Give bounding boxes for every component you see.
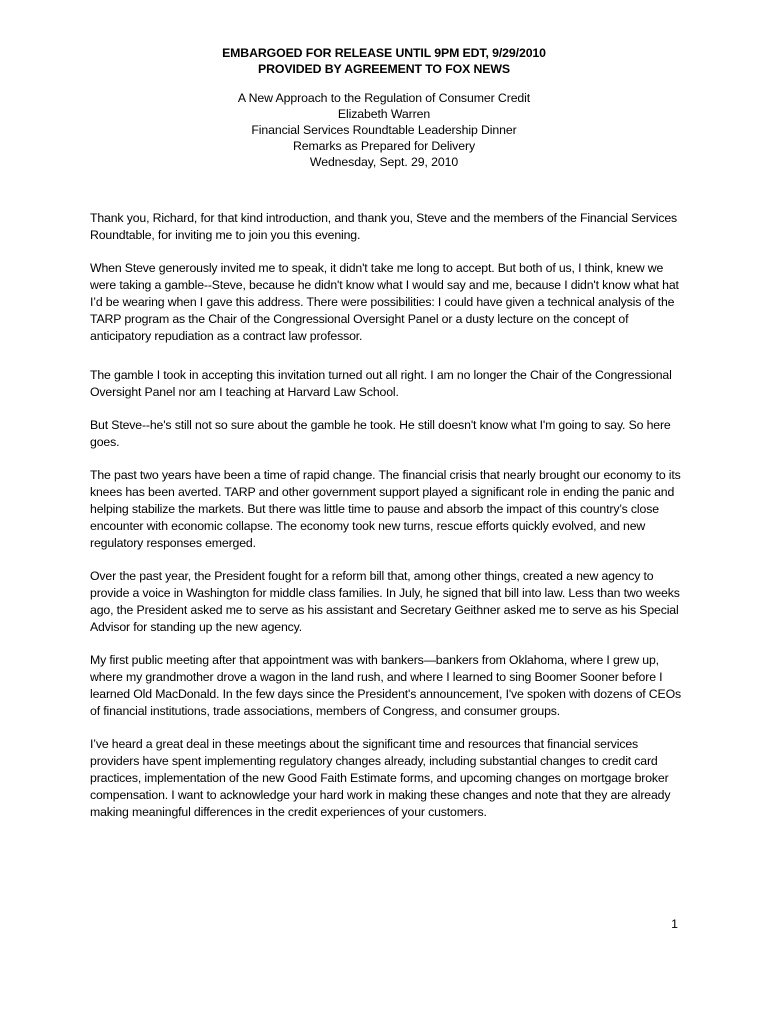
speech-body (90, 210, 687, 821)
paragraph: But Steve--he's still not so sure about the gamble he took. He still doesn't know what I'm going to say. So here goes. (90, 418, 671, 449)
speech-date: Wednesday, Sept. 29, 2010 (309, 155, 459, 169)
paragraph: The past two years have been a time of rapid change. The financial crisis that nearly brought our economy to its knees has been averted. TARP and other government support played a significant role in ending the panic and helping stabilize the markets. But there was little time to pause and absorb the impact of this country’s close encounter with economic collapse. The economy took new turns, rescue efforts quickly evolved, and new regulatory responses emerged. (90, 468, 681, 550)
speaker-name: Elizabeth Warren (337, 107, 431, 121)
paragraph: My first public meeting after that appointment was with bankers—bankers from Oklahoma, where I grew up, where my grandmother drove a wagon in the land rush, and where I learned to sing Boomer Sooner before I learned Old MacDonald. In the few days since the President's announcement, I've spoken with dozens of CEOs of financial institutions, trade associations, members of Congress, and consumer groups. (90, 653, 681, 718)
page-number: 1 (671, 917, 678, 931)
event-name: Financial Services Roundtable Leadership Dinner (251, 123, 517, 137)
paragraph: The gamble I took in accepting this invitation turned out all right. I am no longer the Chair of the Congressional Oversight Panel nor am I teaching at Harvard Law School. (90, 368, 672, 399)
paragraph: Thank you, Richard, for that kind introduction, and thank you, Steve and the members of the Financial Services Roundtable, for inviting me to join you this evening. (90, 211, 678, 242)
embargo-line-2: PROVIDED BY AGREEMENT TO FOX NEWS (257, 62, 510, 76)
paragraph: I’ve heard a great deal in these meetings about the significant time and resources that financial services providers have spent implementing regulatory changes already, including substantial changes to credit card practices, implementation of the new Good Faith Estimate forms, and upcoming changes on mortgage broker compensation. I want to acknowledge your hard work in making these changes and note that they are already making meaningful differences in the credit experiences of your customers. (90, 737, 671, 819)
embargo-line-1: EMBARGOED FOR RELEASE UNTIL 9PM EDT, 9/29/2010 (222, 46, 546, 60)
speech-title: A New Approach to the Regulation of Consumer Credit (237, 91, 531, 105)
paragraph: When Steve generously invited me to speak, it didn't take me long to accept. But both of us, I think, knew we were taking a gamble--Steve, because he didn't know what I would say and me, because I didn't know what hat I’d be wearing when I gave this address. There were possibilities: I could have given a technical analysis of the TARP program as the Chair of the Congressional Oversight Panel or a dusty lecture on the concept of anticipatory repudiation as a contract law professor. (90, 261, 679, 343)
remarks-note: Remarks as Prepared for Delivery (293, 139, 475, 153)
paragraph: Over the past year, the President fought for a reform bill that, among other things, created a new agency to provide a voice in Washington for middle class families. In July, he signed that bill into law. Less than two weeks ago, the President asked me to serve as his assistant and Secretary Geithner asked me to serve as his Special Advisor for standing up the new agency. (90, 569, 680, 634)
document-header (0, 45, 768, 170)
